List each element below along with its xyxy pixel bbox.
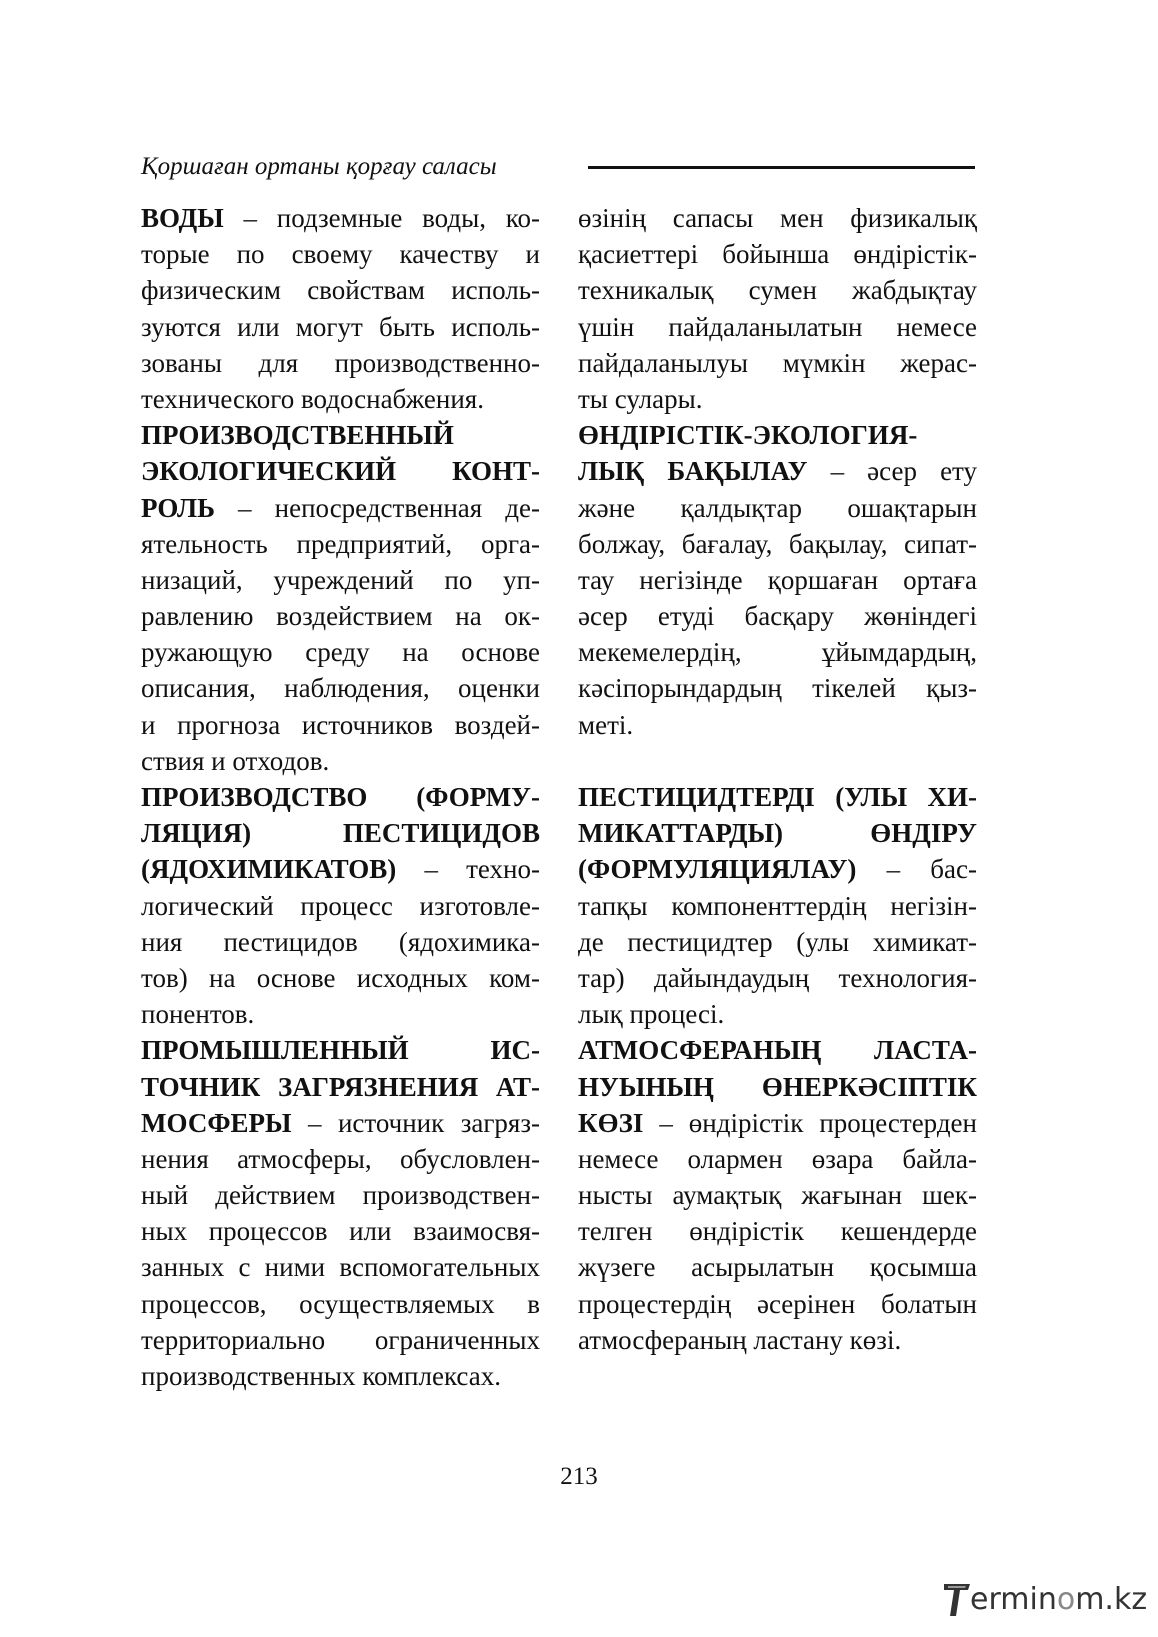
definition-text: производственных комплексах. — [141, 1361, 501, 1391]
definition-text: торые по своему качеству и — [141, 239, 540, 270]
definition-text: – источник загряз- — [291, 1107, 540, 1138]
term-heading: ВОДЫ — [141, 203, 224, 233]
text-line — [141, 1069, 540, 1105]
text-line — [578, 670, 977, 706]
definition-text: кәсіпорындардың тікелей қыз- — [578, 673, 977, 704]
text-line — [578, 1213, 977, 1249]
logo-o-glyph: o — [1056, 1582, 1076, 1617]
definition-text: – әсер ету — [807, 456, 977, 487]
text-line — [578, 1286, 977, 1322]
definition-text: және қалдықтар ошақтарын — [578, 492, 977, 523]
text-line — [141, 1249, 540, 1285]
text-line — [578, 888, 977, 924]
term-heading: КӨЗІ — [578, 1107, 644, 1138]
definition-text: ты сулары. — [578, 383, 703, 414]
term-heading: (ЯДОХИМИКАТОВ) — [141, 854, 397, 885]
text-line — [141, 960, 540, 996]
definition-text: болжау, бағалау, бақылау, сипат- — [578, 528, 977, 559]
running-header — [141, 150, 975, 184]
right-column — [578, 200, 977, 1358]
definition-text: процестердің әсерінен болатын — [578, 1288, 977, 1319]
text-line — [141, 924, 540, 960]
definition-text: – техно- — [396, 854, 540, 885]
definition-text: немесе олармен өзара байла- — [578, 1143, 977, 1174]
definition-text: низаций, учреждений по уп- — [141, 564, 540, 595]
text-line — [141, 1286, 540, 1322]
term-heading: МОСФЕРЫ — [141, 1107, 292, 1138]
definition-text: зуются или могут быть исполь- — [141, 311, 540, 342]
definition-text: физическим свойствам исполь- — [141, 275, 540, 306]
text-line — [578, 960, 977, 996]
term-heading: (ФОРМУЛЯЦИЯЛАУ) — [578, 854, 857, 885]
text-line — [141, 1032, 540, 1068]
text-line — [578, 381, 977, 417]
running-header-title: Қоршаған ортаны қорғау саласы — [141, 153, 497, 180]
text-line — [141, 634, 540, 670]
definition-text: понентов. — [141, 999, 255, 1030]
text-line — [141, 417, 540, 453]
text-line — [578, 815, 977, 851]
text-line — [578, 598, 977, 634]
text-line — [141, 815, 540, 851]
definition-text: технического водоснабжения. — [141, 383, 484, 414]
definition-text: ный действием производствен- — [141, 1180, 540, 1211]
definition-text: – непосредственная де- — [214, 492, 540, 523]
text-line — [141, 1105, 540, 1141]
definition-text: телген өндірістік кешендерде — [578, 1216, 977, 1247]
text-line — [578, 996, 977, 1032]
text-line — [578, 634, 977, 670]
page-number: 213 — [560, 1463, 598, 1490]
text-line — [578, 526, 977, 562]
term-heading: ПРОИЗВОДСТВО (ФОРМУ- — [141, 782, 540, 812]
definition-text: территориально ограниченных — [141, 1324, 540, 1355]
term-heading: АТМОСФЕРАНЫҢ ЛАСТА- — [578, 1035, 977, 1066]
termincom-logo — [942, 1578, 1148, 1622]
definition-text: ствия и отходов. — [141, 745, 330, 776]
definition-text: үшін пайдаланылатын немесе — [578, 311, 977, 342]
text-line — [578, 200, 977, 236]
definition-text: – өндірістік процестерден — [643, 1107, 977, 1138]
text-line — [141, 1141, 540, 1177]
definition-text: тапқы компоненттердің негізін- — [578, 890, 977, 921]
text-line — [141, 526, 540, 562]
text-line — [578, 453, 977, 489]
definition-text: тар) дайындаудың технология- — [578, 962, 977, 993]
text-line — [141, 670, 540, 706]
definition-text: логический процесс изготовле- — [141, 890, 540, 921]
text-line — [141, 707, 540, 743]
definition-text: – бас- — [856, 854, 977, 885]
text-line — [141, 743, 540, 779]
text-line — [578, 417, 977, 453]
term-heading: ӨНДІРІСТІК-ЭКОЛОГИЯ- — [578, 420, 918, 451]
definition-text: равлению воздействием на ок- — [141, 601, 540, 632]
term-heading: ПРОМЫШЛЕННЫЙ ИС- — [141, 1035, 540, 1066]
text-line — [141, 272, 540, 308]
logo-text — [970, 1580, 1147, 1620]
text-line — [578, 562, 977, 598]
text-line — [578, 743, 977, 779]
definition-text: қасиеттері бойынша өндірістік- — [578, 239, 977, 270]
t-letter-icon — [942, 1582, 972, 1618]
text-line — [578, 851, 977, 887]
text-line — [578, 309, 977, 345]
definition-text: пайдаланылуы мүмкін жерас- — [578, 347, 977, 378]
text-line — [141, 490, 540, 526]
text-line — [141, 381, 540, 417]
term-heading: МИКАТТАРДЫ) ӨНДІРУ — [578, 818, 977, 849]
text-line — [141, 200, 540, 236]
definition-text: – подземные воды, ко- — [223, 203, 540, 233]
definition-text: ных процессов или взаимосвя- — [141, 1216, 540, 1247]
term-heading: ЭКОЛОГИЧЕСКИЙ КОНТ- — [141, 456, 540, 487]
text-line — [141, 345, 540, 381]
definition-text: ния пестицидов (ядохимика- — [141, 926, 540, 957]
text-line — [578, 707, 977, 743]
text-line — [141, 1358, 540, 1394]
text-line — [141, 309, 540, 345]
text-line — [141, 779, 540, 815]
term-heading: НУЫНЫҢ ӨНЕРКӘСІПТІК — [578, 1071, 977, 1102]
definition-text: өзінің сапасы мен физикалық — [578, 203, 977, 233]
text-line — [578, 345, 977, 381]
definition-text: описания, наблюдения, оценки — [141, 673, 540, 704]
text-line — [141, 996, 540, 1032]
text-line — [141, 598, 540, 634]
text-line — [141, 888, 540, 924]
text-line — [578, 1249, 977, 1285]
definition-text: ружающую среду на основе — [141, 637, 540, 668]
definition-text: меті. — [578, 709, 634, 740]
definition-text: нения атмосферы, обусловлен- — [141, 1143, 540, 1174]
definition-text: нысты аумақтық жағынан шек- — [578, 1180, 977, 1211]
text-line — [578, 490, 977, 526]
logo-text-after: m.kz — [1075, 1582, 1148, 1617]
text-line — [578, 1069, 977, 1105]
text-line — [141, 1177, 540, 1213]
definition-text: лық процесі. — [578, 999, 725, 1030]
text-line — [141, 1322, 540, 1358]
left-column — [141, 200, 540, 1394]
text-line — [141, 236, 540, 272]
term-heading: ТОЧНИК ЗАГРЯЗНЕНИЯ АТ- — [141, 1071, 540, 1102]
term-heading: ЛЫҚ БАҚЫЛАУ — [578, 456, 808, 487]
definition-text: тов) на основе исходных ком- — [141, 962, 540, 993]
definition-text: тау негізінде қоршаған ортаға — [578, 564, 977, 595]
text-line — [141, 1213, 540, 1249]
definition-text: жүзеге асырылатын қосымша — [578, 1252, 977, 1283]
text-line — [141, 453, 540, 489]
text-line — [578, 1322, 977, 1358]
definition-text: атмосфераның ластану көзі. — [578, 1324, 902, 1355]
text-line — [578, 1105, 977, 1141]
text-line — [578, 1141, 977, 1177]
definition-text: занных с ними вспомогательных — [141, 1252, 540, 1283]
definition-text: мекемелердің, ұйымдардың, — [578, 637, 977, 668]
text-line — [578, 924, 977, 960]
text-line — [578, 236, 977, 272]
text-line — [578, 1177, 977, 1213]
text-line — [578, 272, 977, 308]
term-heading: ПЕСТИЦИДТЕРДІ (УЛЫ ХИ- — [578, 782, 977, 812]
term-heading: ЛЯЦИЯ) ПЕСТИЦИДОВ — [141, 818, 540, 849]
text-line — [141, 851, 540, 887]
term-heading: ПРОИЗВОДСТВЕННЫЙ — [141, 420, 454, 451]
definition-text: процессов, осуществляемых в — [141, 1288, 540, 1319]
definition-text: де пестицидтер (улы химикат- — [578, 926, 977, 957]
logo-text-before: ermin — [970, 1582, 1057, 1617]
text-line — [141, 562, 540, 598]
definition-text: зованы для производственно- — [141, 347, 540, 378]
text-line — [578, 1032, 977, 1068]
definition-text: әсер етуді басқару жөніндегі — [578, 601, 977, 632]
text-line — [578, 779, 977, 815]
term-heading: РОЛЬ — [141, 492, 215, 523]
header-rule — [588, 166, 975, 169]
definition-text: и прогноза источников воздей- — [141, 709, 540, 740]
definition-text: техникалық сумен жабдықтау — [578, 275, 977, 306]
definition-text: ятельность предприятий, орга- — [141, 528, 540, 559]
